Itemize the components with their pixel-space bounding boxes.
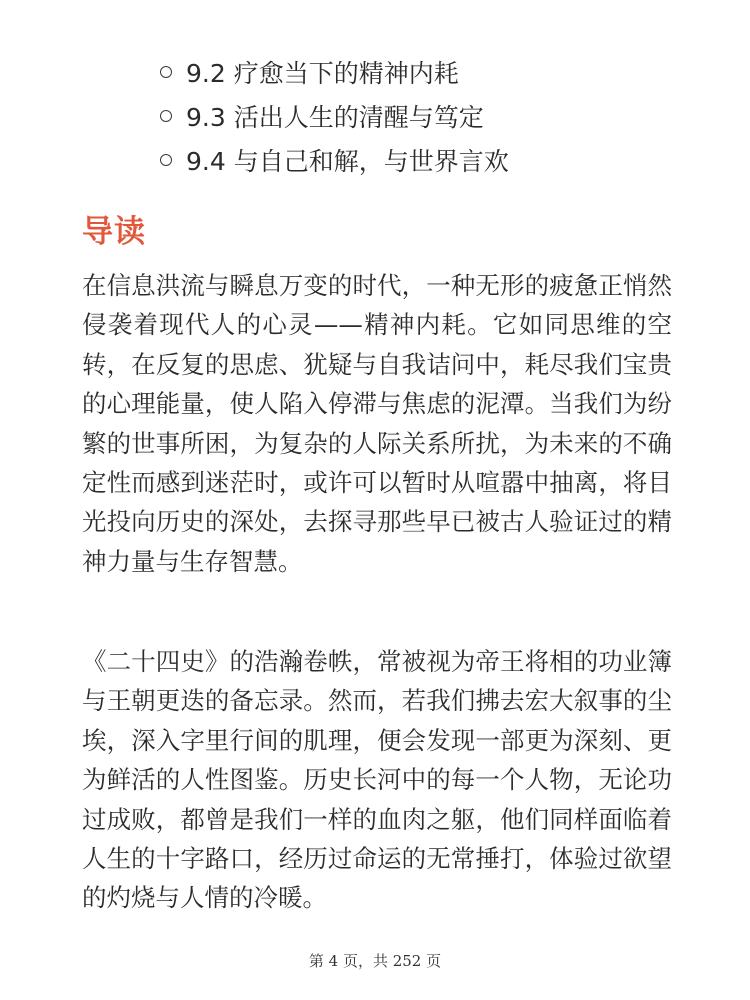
toc-list bbox=[160, 50, 509, 182]
body-paragraph: 《二十四史》的浩瀚卷帙，常被视为帝王将相的功业簿与王朝更迭的备忘录。然而，若我们拂去宏大叙事的尘埃，深入字里行间的肌理，便会发现一部更为深刻、更为鲜活的人性图鉴。历史长河中的每一个人物，无论功过成败，都曾是我们一样的血肉之躯，他们同样面临着人生的十字路口，经历过命运的无常捶打，体验过欲望的灼烧与人情的冷暖。 bbox=[82, 647, 672, 913]
page-number-footer: 第 4 页，共 252 页 bbox=[308, 952, 442, 970]
toc-item-label: 9.4 与自己和解，与世界言欢 bbox=[186, 147, 509, 176]
toc-item[interactable] bbox=[160, 94, 509, 138]
circle-bullet-icon bbox=[160, 110, 172, 122]
toc-item[interactable] bbox=[160, 50, 509, 94]
toc-item-label: 9.3 活出人生的清醒与笃定 bbox=[186, 103, 484, 132]
circle-bullet-icon bbox=[160, 154, 172, 166]
section-heading: 导读 bbox=[82, 214, 146, 250]
toc-item[interactable] bbox=[160, 138, 509, 182]
toc-item-label: 9.2 疗愈当下的精神内耗 bbox=[186, 59, 459, 88]
body-paragraph: 在信息洪流与瞬息万变的时代，一种无形的疲惫正悄然侵袭着现代人的心灵——精神内耗。它如同思维的空转，在反复的思虑、犹疑与自我诘问中，耗尽我们宝贵的心理能量，使人陷入停滞与焦虑的泥潭。当我们为纷繁的世事所困，为复杂的人际关系所扰，为未来的不确定性而感到迷茫时，或许可以暂时从喧嚣中抽离，将目光投向历史的深处，去探寻那些早已被古人验证过的精神力量与生存智慧。 bbox=[82, 271, 672, 576]
circle-bullet-icon bbox=[160, 66, 172, 78]
